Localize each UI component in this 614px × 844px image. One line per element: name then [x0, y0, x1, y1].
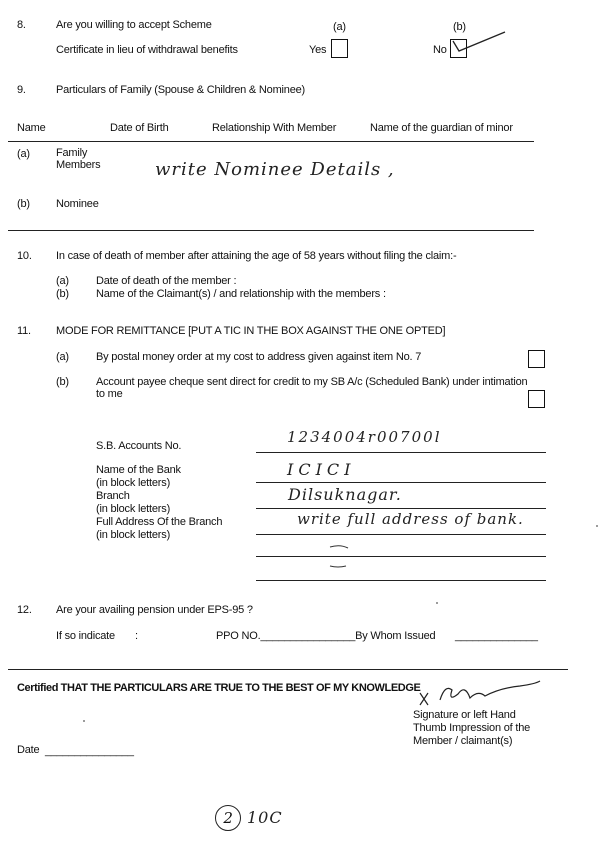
- address-sub: (in block letters): [96, 529, 171, 541]
- signature-icon: [420, 681, 540, 705]
- bank-name-sub: (in block letters): [96, 477, 171, 489]
- checkmark-icon: [453, 32, 505, 51]
- date-of-death-label: Date of death of the member :: [96, 275, 237, 287]
- signature-caption-1: Signature or left Hand: [413, 709, 516, 721]
- s10-a-label: (a): [56, 275, 69, 287]
- address-value[interactable]: write full address of bank.: [297, 510, 524, 528]
- family-members-handwriting[interactable]: write Nominee Details ,: [155, 159, 395, 180]
- if-so-indicate-label: If so indicate: [56, 630, 115, 642]
- page-note: 10C: [247, 808, 283, 827]
- option-b-label: (b): [453, 21, 466, 33]
- branch-value[interactable]: Dilsuknagar.: [288, 485, 402, 504]
- family-members-label-2: Members: [56, 159, 101, 171]
- nominee-label: Nominee: [56, 198, 99, 210]
- colon: :: [135, 630, 138, 642]
- branch-sub: (in block letters): [96, 503, 171, 515]
- header-relationship: Relationship With Member: [212, 122, 337, 134]
- pen-scribble-icon: [330, 546, 348, 567]
- date-label: Date: [17, 744, 40, 756]
- section-10-title: In case of death of member after attaining the age of 58 years without filing the claim:-: [56, 250, 457, 262]
- header-guardian: Name of the guardian of minor: [370, 122, 513, 134]
- row-a-label: (a): [17, 148, 30, 160]
- bank-name-label: Name of the Bank: [96, 464, 181, 476]
- address-label: Full Address Of the Branch: [96, 516, 223, 528]
- section-11-number: 11.: [17, 325, 31, 337]
- section-8-number: 8.: [17, 19, 26, 31]
- page-number-circle: 2: [215, 805, 241, 831]
- section-11-title: MODE FOR REMITTANCE [PUT A TIC IN THE BOX AGAINST THE ONE OPTED]: [56, 325, 446, 337]
- postal-money-order-text: By postal money order at my cost to address given against item No. 7: [96, 351, 422, 363]
- s11-b-label: (b): [56, 376, 69, 388]
- section-9-number: 9.: [17, 84, 26, 96]
- family-members-label-1: Family: [56, 147, 88, 159]
- no-label: No: [433, 44, 447, 56]
- signature-caption-3: Member / claimant(s): [413, 735, 513, 747]
- sb-account-label: S.B. Accounts No.: [96, 440, 182, 452]
- section-10-number: 10.: [17, 250, 32, 262]
- ppo-number-field[interactable]: PPO NO.________________By Whom Issued: [216, 630, 436, 642]
- cheque-text-line2: to me: [96, 388, 123, 400]
- sb-account-value[interactable]: 1234004r00700l: [287, 428, 442, 446]
- row-b-label: (b): [17, 198, 30, 210]
- section-9-title: Particulars of Family (Spouse & Children & Nominee): [56, 84, 306, 96]
- branch-label: Branch: [96, 490, 130, 502]
- header-name: Name: [17, 122, 46, 134]
- section-8-question-line2: Certificate in lieu of withdrawal benefits: [56, 44, 238, 56]
- cheque-text-line1: Account payee cheque sent direct for credit to my SB A/c (Scheduled Bank) under intimation: [96, 376, 528, 388]
- option-a-label: (a): [333, 21, 346, 33]
- header-dob: Date of Birth: [110, 122, 169, 134]
- section-12-number: 12.: [17, 604, 32, 616]
- s10-b-label: (b): [56, 288, 69, 300]
- s11-a-label: (a): [56, 351, 69, 363]
- bank-name-value[interactable]: ICICI: [287, 460, 356, 479]
- issued-by-field[interactable]: ______________: [455, 630, 538, 642]
- yes-label: Yes: [309, 44, 327, 56]
- date-field[interactable]: _______________: [45, 745, 134, 757]
- certification-statement: Certified THAT THE PARTICULARS ARE TRUE TO THE BEST OF MY KNOWLEDGE: [17, 682, 421, 694]
- claimant-name-label: Name of the Claimant(s) / and relationship with the members :: [96, 288, 386, 300]
- section-8-question-line1: Are you willing to accept Scheme: [56, 19, 212, 31]
- signature-caption-2: Thumb Impression of the: [413, 722, 531, 734]
- section-12-title: Are your availing pension under EPS-95 ?: [56, 604, 253, 616]
